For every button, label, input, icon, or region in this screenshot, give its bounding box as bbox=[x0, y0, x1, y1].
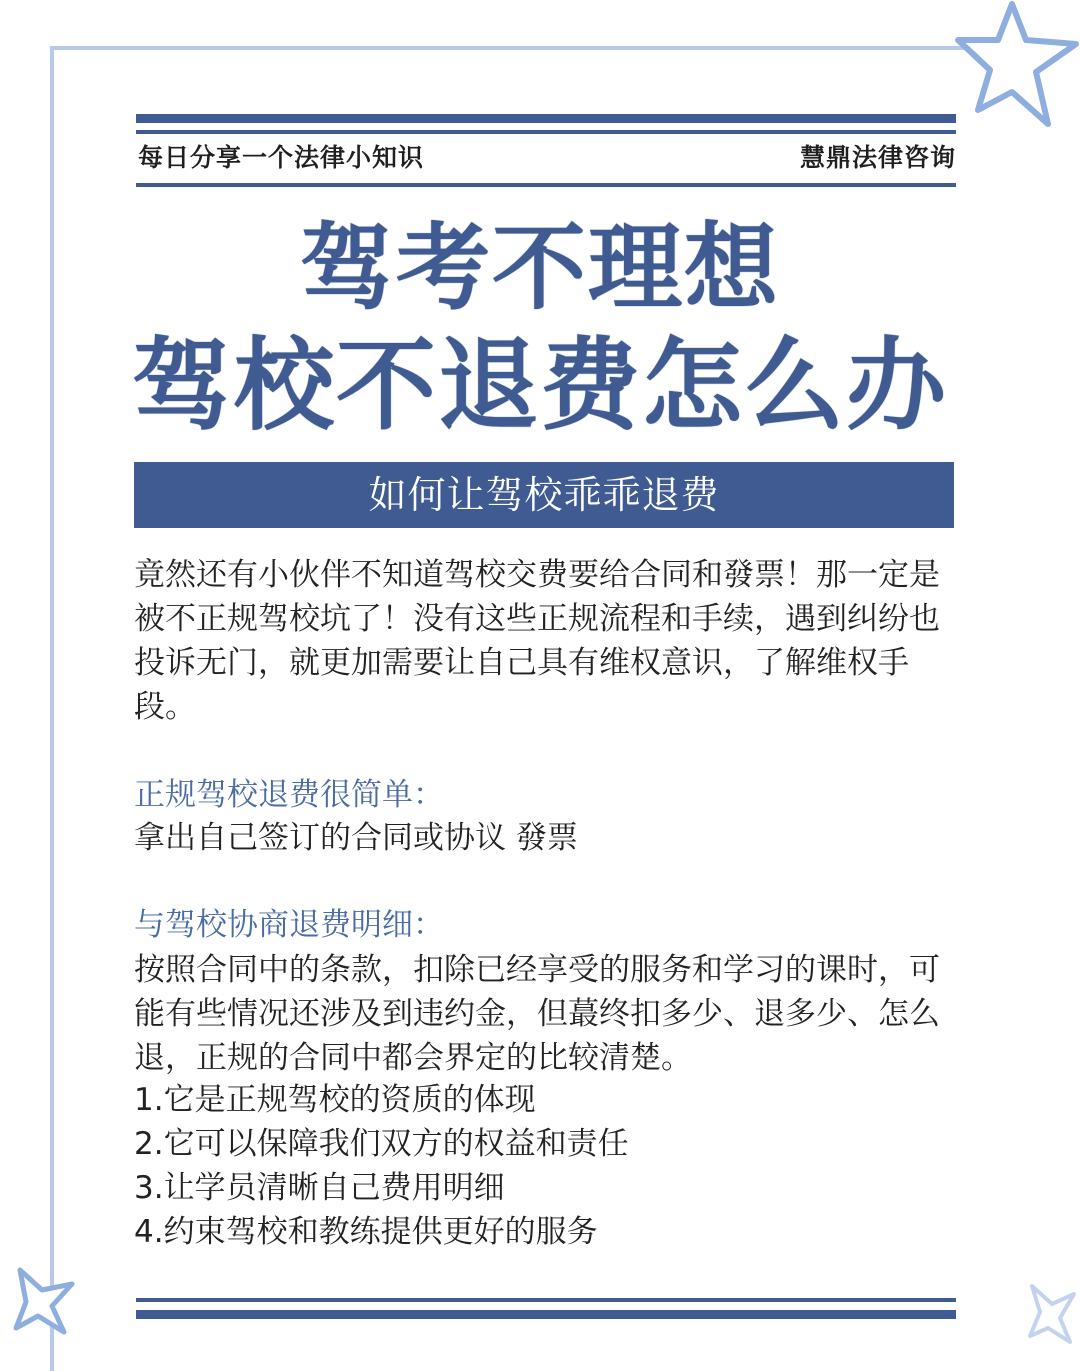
subtitle-banner bbox=[134, 462, 954, 528]
section-body-refund-details: 按照合同中的条款，扣除已经享受的服务和学习的课时，可能有些情况还涉及到违约金，但蕞终扣多少、退多少、怎么退，正规的合同中都会界定的比较清楚。 bbox=[134, 952, 940, 1076]
title-line-2: 驾校不退费怎么办 bbox=[132, 326, 948, 444]
section-heading-refund-details: 与驾校协商退费明细： bbox=[134, 907, 444, 943]
star-icon bbox=[952, 0, 1080, 128]
title-line-1: 驾考不理想 bbox=[299, 213, 780, 323]
bottom-rule-thick bbox=[136, 1310, 956, 1319]
top-rule-thick bbox=[136, 114, 956, 123]
list-item: 1.它是正规驾校的资质的体现 bbox=[134, 1082, 536, 1118]
header-brand: 慧鼎法律咨询 bbox=[799, 143, 956, 172]
header-tagline: 每日分享一个法律小知识 bbox=[138, 143, 425, 172]
intro-paragraph: 竟然还有小伙伴不知道驾校交费要给合同和發票！那一定是被不正规驾校坑了！没有这些正规流程和手续，遇到纠纷也投诉无门，就更加需要让自己具有维权意识，了解维权手段。 bbox=[134, 557, 940, 725]
list-item: 3.让学员清晰自己费用明细 bbox=[134, 1170, 505, 1206]
header-rule bbox=[136, 183, 956, 187]
star-icon bbox=[12, 1266, 82, 1336]
list-item: 2.它可以保障我们双方的权益和责任 bbox=[134, 1126, 629, 1162]
section-body-simple-refund: 拿出自己签订的合同或协议 發票 bbox=[134, 820, 578, 856]
subtitle-banner-text: 如何让驾校乖乖退费 bbox=[368, 473, 720, 517]
star-icon bbox=[1026, 1282, 1080, 1346]
section-heading-simple-refund: 正规驾校退费很简单： bbox=[134, 777, 444, 813]
list-item: 4.约束驾校和教练提供更好的服务 bbox=[134, 1214, 598, 1250]
top-rule-thin bbox=[136, 130, 956, 134]
bottom-rule-thin bbox=[136, 1298, 956, 1302]
benefits-list bbox=[134, 1078, 629, 1254]
